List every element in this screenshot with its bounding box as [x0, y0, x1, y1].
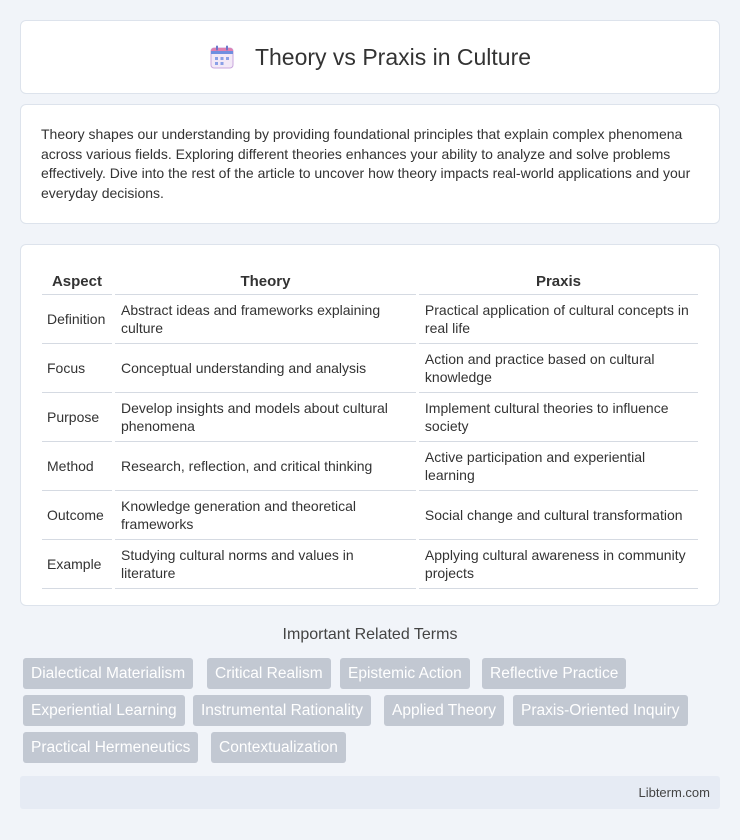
table-row	[42, 295, 698, 344]
related-term-tag[interactable]: Reflective Practice	[482, 658, 626, 689]
column-header-praxis: Praxis	[419, 265, 698, 295]
related-term-tag[interactable]: Contextualization	[211, 732, 346, 763]
footer-site-link[interactable]: Libterm.com	[638, 785, 710, 800]
table-row	[42, 344, 698, 393]
praxis-cell: Action and practice based on cultural knowledge	[419, 344, 698, 393]
aspect-cell: Definition	[42, 295, 112, 344]
theory-cell: Research, reflection, and critical thinking	[115, 442, 416, 491]
table-header-row	[42, 265, 698, 295]
related-term-tag[interactable]: Praxis-Oriented Inquiry	[513, 695, 688, 726]
praxis-cell: Active participation and experiential learning	[419, 442, 698, 491]
theory-cell: Conceptual understanding and analysis	[115, 344, 416, 393]
table-row	[42, 442, 698, 491]
aspect-cell: Focus	[42, 344, 112, 393]
aspect-cell: Method	[42, 442, 112, 491]
related-term-tag[interactable]: Applied Theory	[384, 695, 504, 726]
table-row	[42, 540, 698, 589]
page-title: Theory vs Praxis in Culture	[254, 43, 532, 70]
intro-text: Theory shapes our understanding by providing foundational principles that explain complex phenomena across various fields. Exploring different theories enhances your ability to analyze and solve problems effectively. Dive into the rest of the article to uncover how theory impacts real-world applications and your everyday decisions.	[41, 126, 691, 201]
column-header-aspect: Aspect	[42, 265, 112, 295]
related-term-tag[interactable]: Critical Realism	[207, 658, 331, 689]
footer	[20, 776, 720, 809]
praxis-cell: Applying cultural awareness in community projects	[419, 540, 698, 589]
table-row	[42, 491, 698, 540]
related-term-tag[interactable]: Experiential Learning	[23, 695, 185, 726]
related-term-tag[interactable]: Practical Hermeneutics	[23, 732, 198, 763]
comparison-table	[39, 265, 701, 589]
theory-cell: Knowledge generation and theoretical frameworks	[115, 491, 416, 540]
calendar-icon	[209, 44, 235, 70]
theory-cell: Abstract ideas and frameworks explaining culture	[115, 295, 416, 344]
related-term-tag[interactable]: Epistemic Action	[340, 658, 470, 689]
praxis-cell: Social change and cultural transformation	[419, 491, 698, 540]
theory-cell: Studying cultural norms and values in literature	[115, 540, 416, 589]
header-card	[20, 20, 720, 94]
comparison-table-card	[20, 244, 720, 606]
intro-card	[20, 104, 720, 224]
related-term-tag[interactable]: Instrumental Rationality	[193, 695, 371, 726]
aspect-cell: Purpose	[42, 393, 112, 442]
column-header-theory: Theory	[115, 265, 416, 295]
table-row	[42, 393, 698, 442]
aspect-cell: Outcome	[42, 491, 112, 540]
praxis-cell: Implement cultural theories to influence society	[419, 393, 698, 442]
related-term-tag[interactable]: Dialectical Materialism	[23, 658, 193, 689]
praxis-cell: Practical application of cultural concepts in real life	[419, 295, 698, 344]
theory-cell: Develop insights and models about cultural phenomena	[115, 393, 416, 442]
aspect-cell: Example	[42, 540, 112, 589]
related-terms-title: Important Related Terms	[282, 626, 458, 643]
